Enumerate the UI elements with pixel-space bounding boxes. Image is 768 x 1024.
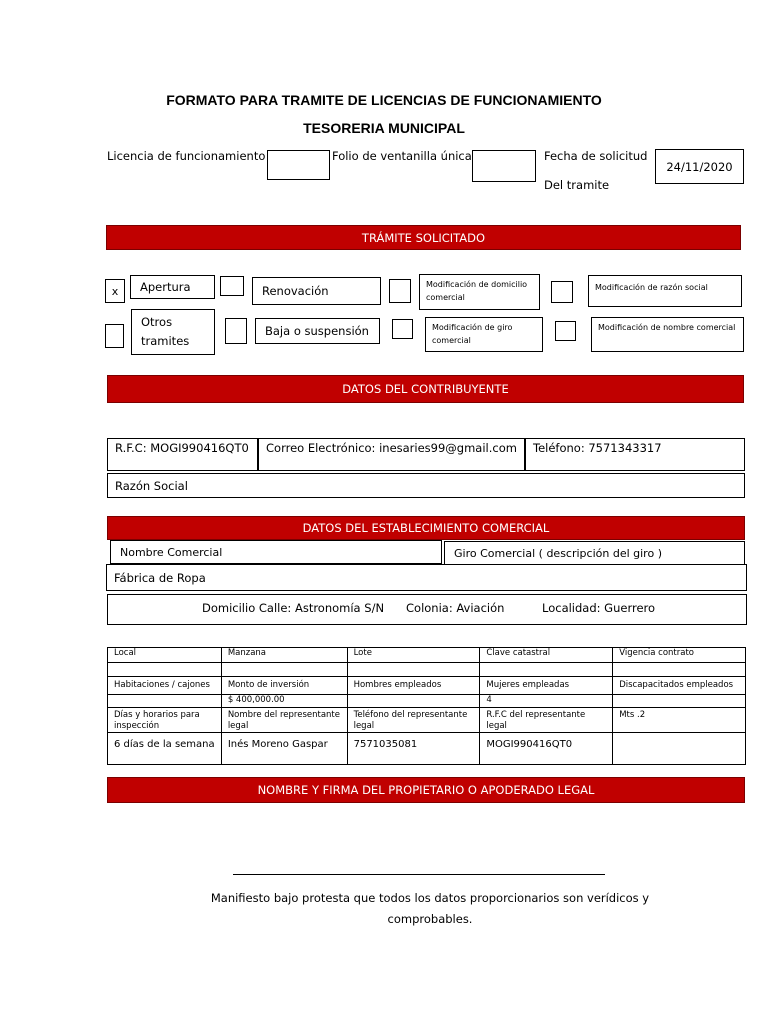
date-field[interactable]: 24/11/2020	[655, 149, 744, 184]
table-cell: Nombre del representante legal	[221, 708, 347, 733]
checkbox-otros[interactable]	[105, 324, 124, 348]
colonia-text: Colonia: Aviación	[406, 601, 505, 615]
section-tramite-solicitado: TRÁMITE SOLICITADO	[106, 225, 741, 250]
checkbox-mod-giro[interactable]	[392, 319, 413, 339]
table-cell[interactable]: 6 días de la semana	[108, 733, 222, 765]
folio-input[interactable]	[472, 150, 536, 182]
table-cell: Mujeres empleadas	[480, 677, 613, 695]
option-mod-razon-social: Modificación de razón social	[588, 275, 742, 307]
table-cell: Vigencia contrato	[613, 648, 746, 663]
table-cell: Hombres empleados	[347, 677, 480, 695]
table-cell[interactable]	[613, 663, 746, 677]
section-nombre-firma: NOMBRE Y FIRMA DEL PROPIETARIO O APODERADO LEGAL	[107, 777, 745, 803]
table-row[interactable]	[108, 695, 746, 708]
table-cell[interactable]	[347, 663, 480, 677]
nombre-comercial-label: Nombre Comercial	[110, 540, 442, 564]
table-cell: Manzana	[221, 648, 347, 663]
table-cell: R.F.C del representante legal	[480, 708, 613, 733]
table-cell: Discapacitados empleados	[613, 677, 746, 695]
table-row	[108, 648, 746, 663]
domicilio-row[interactable]	[107, 594, 747, 625]
option-mod-giro: Modificación de giro comercial	[425, 317, 543, 352]
table-cell: Teléfono del representante legal	[347, 708, 480, 733]
giro-comercial-label: Giro Comercial ( descripción del giro )	[444, 541, 745, 565]
giro-value-field[interactable]: Fábrica de Ropa	[106, 564, 747, 591]
table-row[interactable]	[108, 663, 746, 677]
option-baja: Baja o suspensión	[255, 318, 380, 344]
table-cell[interactable]: 4	[480, 695, 613, 708]
checkbox-baja[interactable]	[225, 318, 247, 344]
checkbox-renovacion[interactable]	[220, 276, 244, 296]
details-table	[107, 647, 746, 765]
date-label: Fecha de solicitud	[544, 149, 648, 163]
table-cell[interactable]	[480, 663, 613, 677]
table-cell: Local	[108, 648, 222, 663]
localidad-text: Localidad: Guerrero	[542, 601, 656, 615]
table-cell[interactable]: 7571035081	[347, 733, 480, 765]
table-row[interactable]	[108, 733, 746, 765]
option-mod-domicilio: Modificación de domicilio comercial	[419, 274, 540, 310]
declaration-line-2: comprobables.	[387, 912, 473, 926]
email-field[interactable]: Correo Electrónico: inesaries99@gmail.com	[258, 438, 525, 471]
checkbox-mod-domicilio[interactable]	[389, 279, 411, 303]
razon-social-field[interactable]: Razón Social	[107, 473, 745, 498]
table-cell[interactable]	[221, 663, 347, 677]
table-cell[interactable]: $ 400,000.00	[221, 695, 347, 708]
section-datos-contribuyente: DATOS DEL CONTRIBUYENTE	[107, 375, 744, 403]
form-title: FORMATO PARA TRAMITE DE LICENCIAS DE FUNCIONAMIENTO	[166, 92, 602, 108]
table-cell[interactable]	[347, 695, 480, 708]
folio-label: Folio de ventanilla única	[332, 149, 472, 163]
section-datos-establecimiento: DATOS DEL ESTABLECIMIENTO COMERCIAL	[107, 516, 745, 540]
table-cell: Monto de inversión	[221, 677, 347, 695]
date-label-line2: Del tramite	[544, 178, 610, 192]
table-cell: Clave catastral	[480, 648, 613, 663]
option-mod-nombre: Modificación de nombre comercial	[591, 317, 744, 352]
declaration-line-1: Manifiesto bajo protesta que todos los datos proporcionarios son verídicos y	[210, 891, 650, 905]
option-renovacion: Renovación	[252, 277, 381, 305]
license-label: Licencia de funcionamiento	[107, 149, 266, 163]
table-cell[interactable]	[108, 695, 222, 708]
phone-field[interactable]: Teléfono: 7571343317	[525, 438, 745, 471]
table-row	[108, 677, 746, 695]
table-cell: Lote	[347, 648, 480, 663]
table-cell[interactable]	[613, 695, 746, 708]
form-subtitle: TESORERIA MUNICIPAL	[303, 120, 465, 136]
checkbox-apertura[interactable]: x	[105, 279, 125, 303]
table-cell: Mts .2	[613, 708, 746, 733]
table-cell: Días y horarios para inspección	[108, 708, 222, 733]
table-cell: Habitaciones / cajones	[108, 677, 222, 695]
license-input[interactable]	[267, 150, 330, 180]
option-otros: Otros tramites	[131, 309, 215, 355]
rfc-field[interactable]: R.F.C: MOGI990416QT0	[107, 438, 258, 471]
table-cell[interactable]: MOGI990416QT0	[480, 733, 613, 765]
table-row	[108, 708, 746, 733]
table-cell[interactable]: Inés Moreno Gaspar	[221, 733, 347, 765]
domicilio-text: Domicilio Calle: Astronomía S/N	[202, 601, 385, 615]
checkbox-mod-razon-social[interactable]	[551, 281, 573, 303]
option-apertura: Apertura	[130, 275, 215, 299]
signature-line[interactable]	[233, 874, 605, 875]
table-cell[interactable]	[613, 733, 746, 765]
checkbox-mod-nombre[interactable]	[555, 321, 576, 341]
table-cell[interactable]	[108, 663, 222, 677]
